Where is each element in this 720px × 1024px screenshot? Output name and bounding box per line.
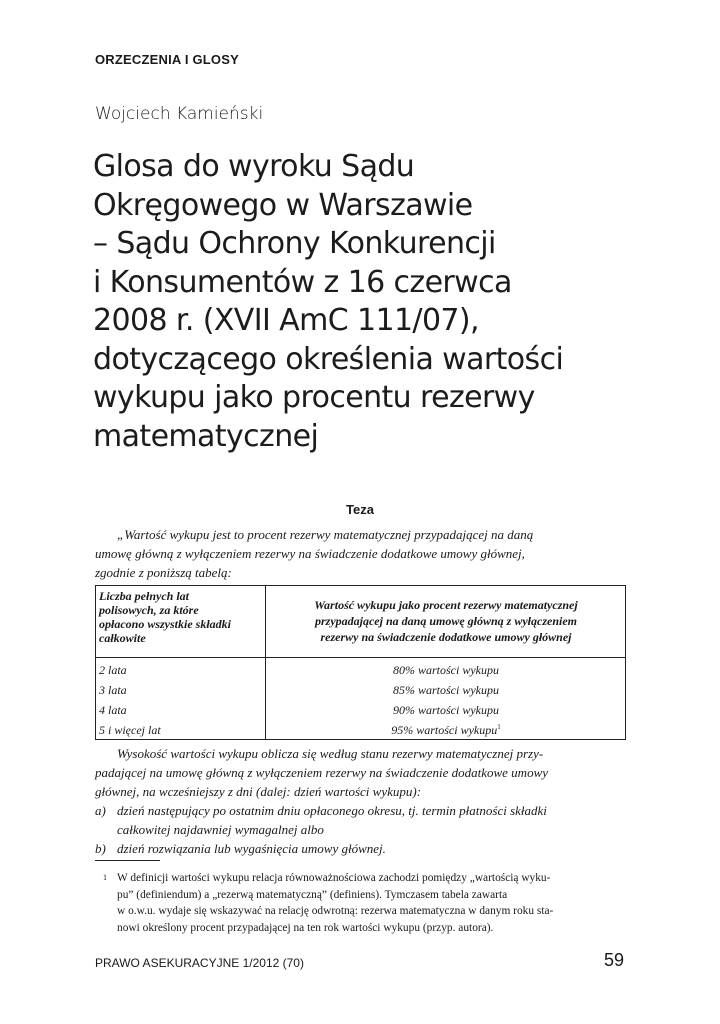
thesis-line: zgodnie z poniższą tabelą: — [95, 565, 232, 580]
list-item-continuation: całkowitej najdawniej wymagalnej albo — [117, 822, 324, 837]
table-cell-years: 3 lata — [95, 680, 266, 700]
table-cell-value: 80% wartości wykupu — [393, 662, 499, 677]
title-line: wykupu jako procentu rezerwy — [93, 380, 535, 415]
list-item: a) dzień następujący po ostatnim dniu opłaconego okresu, tj. termin płatności składki — [95, 803, 547, 818]
title-line: dotyczącego określenia wartości — [93, 341, 564, 377]
title-line: – Sądu Ochrony Konkurencji — [93, 226, 496, 261]
thesis-line: umowę główną z wyłączeniem rezerwy na świadczenie dodatkowe umowy głównej, — [95, 546, 525, 561]
table-row — [95, 700, 626, 720]
para-line: głównej, na wcześniejszy z dni (dalej: dzień wartości wykupu): — [95, 784, 422, 799]
para-line: Wysokość wartości wykupu oblicza się według stanu rezerwy matematycznej przy- — [117, 746, 544, 761]
table-header-years: Liczba pełnych lat polisowych, za które opłacono wszystkie składki całkowite — [95, 585, 266, 658]
table-cell-value: 85% wartości wykupu — [393, 682, 499, 697]
table-cell-years: 5 i więcej lat — [95, 720, 266, 740]
table-cell-years: 2 lata — [95, 658, 266, 681]
footnote — [95, 870, 626, 936]
footnote-mark: 1 — [103, 873, 107, 882]
footnote-ref[interactable]: 1 — [497, 722, 501, 731]
article-title — [93, 148, 653, 456]
title-line: matematycznej — [93, 418, 319, 454]
thesis-text — [95, 525, 625, 582]
author-name: Wojciech Kamieński — [95, 104, 264, 124]
table-row — [95, 658, 626, 681]
table-row — [95, 680, 626, 700]
journal-name: PRAWO ASEKURACYJNE 1/2012 (70) — [95, 956, 304, 970]
section-label: ORZECZENIA I GLOSY — [95, 52, 239, 67]
list-item: b) dzień rozwiązania lub wygaśnięcia umowy głównej. — [95, 841, 386, 856]
table-cell-value: 95% wartości wykupu$^1$ — [391, 722, 501, 737]
thesis-line: „Wartość wykupu jest to procent rezerwy matematycznej przypadającej na daną — [117, 527, 534, 542]
footnote-line: w o.w.u. wydaje się wskazywać na relację odwrotną: rezerwa matematyczna w danym roku sta- — [117, 905, 554, 917]
title-line: 2008 r. (XVII AmC 111/07), — [93, 303, 479, 338]
para-line: padającej na umowę główną z wyłączeniem rezerwy na świadczenie dodatkowe umowy — [95, 765, 549, 780]
title-line: Glosa do wyroku Sądu — [93, 149, 415, 184]
body-paragraph — [95, 744, 626, 858]
table-header-row — [95, 585, 626, 658]
table-header-value: Wartość wykupu jako procent rezerwy matematycznej przypadającej na daną umowę główną z wyłączeniem rezerwy na świadczenie dodatkowe umowy głównej — [266, 585, 627, 658]
title-line: Okręgowego w Warszawie — [93, 187, 473, 223]
thesis-heading: Teza — [346, 502, 374, 517]
title-line: i Konsumentów z 16 czerwca — [93, 264, 512, 300]
footnote-line: pu” (definiendum) a „rezerwą matematyczną” (definiens). Tymczasem tabela zawarta — [117, 888, 508, 901]
footnote-line: nowi określony procent przypadającej na ten rok wartości wykupu (przyp. autora). — [117, 921, 494, 934]
table-cell-value: 90% wartości wykupu — [393, 702, 499, 717]
page-number: 59 — [603, 950, 624, 970]
surrender-value-table — [95, 585, 626, 740]
footnote-divider — [95, 860, 160, 861]
table-cell-years: 4 lata — [95, 700, 266, 720]
table-row — [95, 720, 626, 740]
footnote-line: 1 W definicji wartości wykupu relacja równoważnościowa zachodzi pomiędzy „wartością wyku- — [95, 870, 626, 887]
